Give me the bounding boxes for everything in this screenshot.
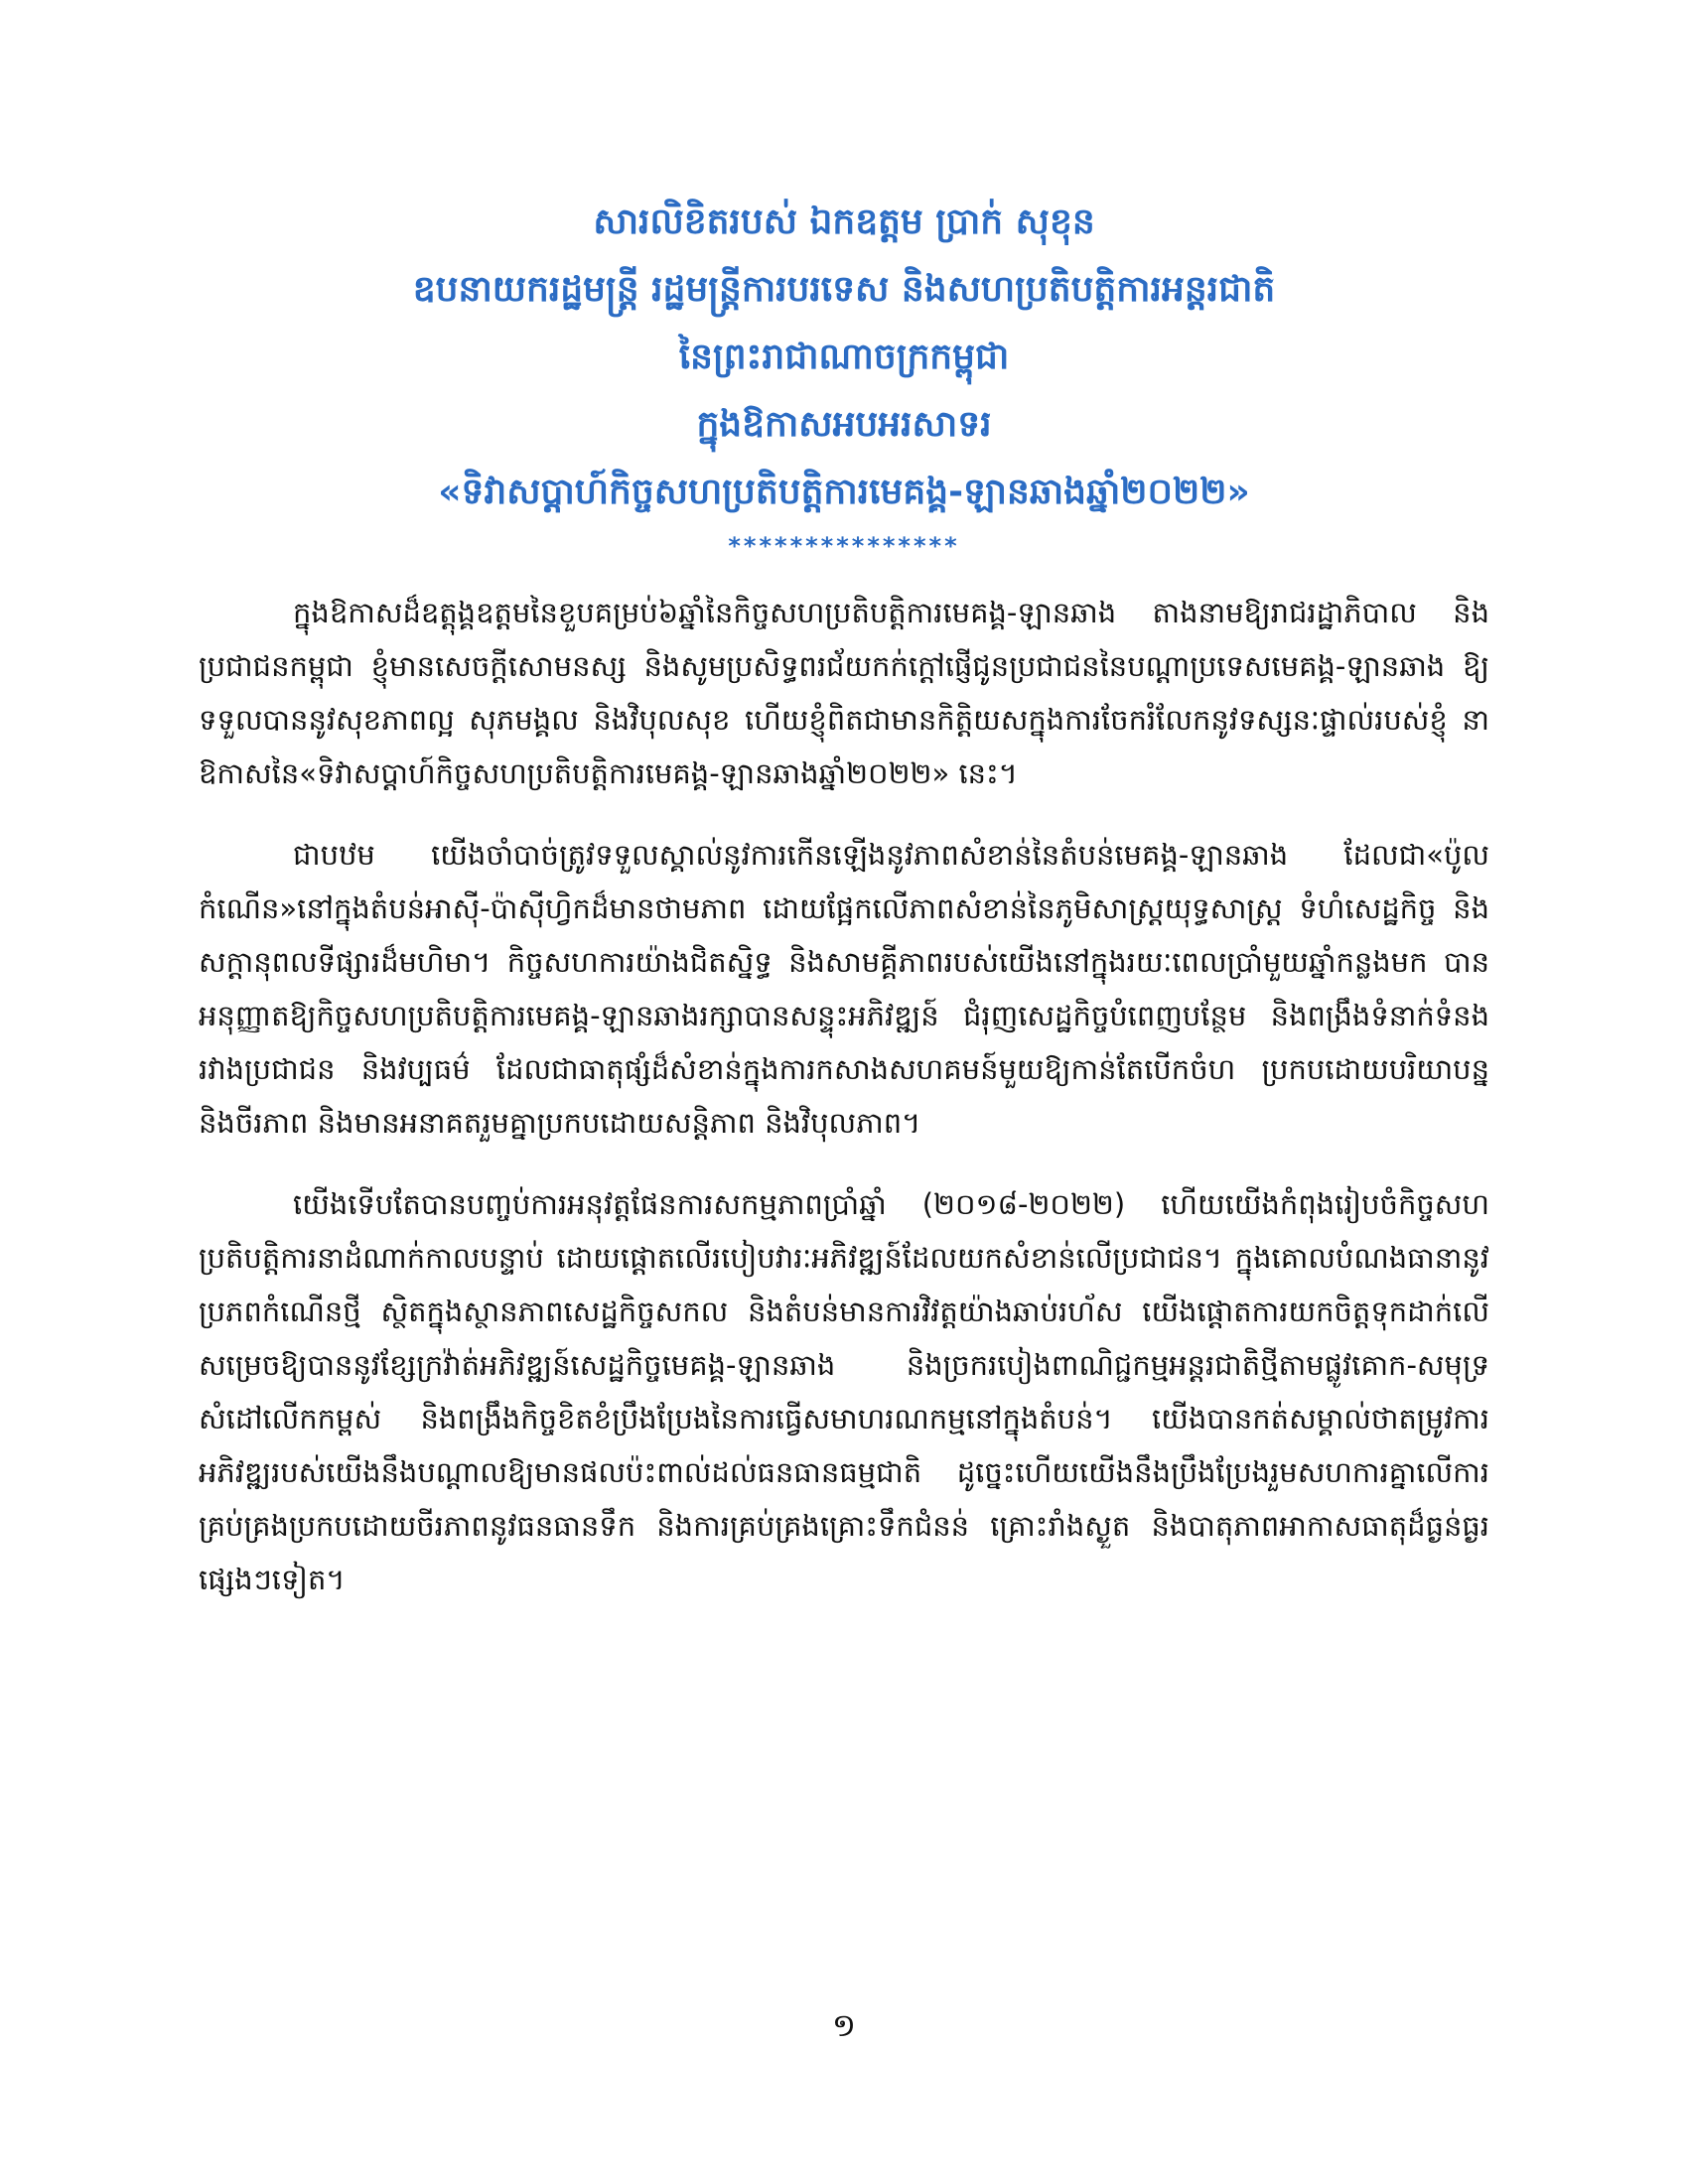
page-number: ១ — [831, 2006, 857, 2044]
paragraph-3: យើងទើបតែបានបញ្ចប់ការអនុវត្តផែនការសកម្មភាពប្រាំឆ្នាំ (២០១៨-២០២២) ហើយយើងកំពុងរៀបចំកិច្ចសហប្រតិបត្តិការនាដំណាក់កាលបន្ទាប់ ដោយផ្តោតលើរបៀបវារៈអភិវឌ្ឍន៍ដែលយកសំខាន់លើប្រជាជន។ ក្នុងគោលបំណងធានានូវប្រភពកំណើនថ្មី ស្ថិតក្នុងស្ថានភាពសេដ្ឋកិច្ចសកល និងតំបន់មានការវិវត្តយ៉ាងឆាប់រហ័ស យើងផ្តោតការយកចិត្តទុកដាក់លើសម្រេចឱ្យបាននូវខ្សែក្រវ៉ាត់អភិវឌ្ឍន៍សេដ្ឋកិច្ចមេគង្គ-ឡានឆាង និងច្រករបៀងពាណិជ្ជកម្មអន្តរជាតិថ្មីតាមផ្លូវគោក-សមុទ្រ សំដៅលើកកម្ពស់ និងពង្រឹងកិច្ចខិតខំប្រឹងប្រែងនៃការធ្វើសមាហរណកម្មនៅក្នុងតំបន់។ យើងបានកត់សម្គាល់ថាតម្រូវការអភិវឌ្ឍរបស់យើងនឹងបណ្តាលឱ្យមានផលប៉ះពាល់ដល់ធនធានធម្មជាតិ ដូច្នេះហើយយើងនឹងប្រឹងប្រែងរួមសហការគ្នាលើការគ្រប់គ្រងប្រកបដោយចីរភាពនូវធនធានទឹក និងការគ្រប់គ្រងគ្រោះទឹកជំនន់ គ្រោះរាំងស្ងួត និងបាតុភាពអាកាសធាតុដ៏ធ្ងន់ធ្ងរផ្សេងៗទៀត។ — [199, 1187, 1489, 1596]
title-line-3: នៃព្រះរាជាណាចក្រកម្ពុជា — [678, 337, 1010, 377]
document-header — [0, 189, 1688, 566]
paragraph-1: ក្នុងឱកាសដ៏ឧត្តុង្គឧត្តមនៃខួបគម្រប់៦ឆ្នាំនៃកិច្ចសហប្រតិបត្តិការមេគង្គ-ឡានឆាង តាងនាមឱ្យរាជរដ្ឋាភិបាល និងប្រជាជនកម្ពុជា ខ្ញុំមានសេចក្តីសោមនស្ស និងសូមប្រសិទ្ធពរជ័យកក់ក្តៅផ្ញើជូនប្រជាជននៃបណ្តាប្រទេសមេគង្គ-ឡានឆាង ឱ្យទទួលបាននូវសុខភាពល្អ សុភមង្គល និងវិបុលសុខ ហើយខ្ញុំពិតជាមានកិត្តិយសក្នុងការចែករំលែកនូវទស្សនៈផ្ទាល់របស់ខ្ញុំ នាឱកាសនៃ«ទិវាសប្តាហ៍កិច្ចសហប្រតិបត្តិការមេគង្គ-ឡានឆាងឆ្នាំ២០២២» នេះ។ — [199, 596, 1489, 790]
title-line-4: ក្នុងឱកាសអបអរសាទរ — [696, 404, 992, 445]
title-line-1: សារលិខិតរបស់ ឯកឧត្តម ប្រាក់ សុខុន — [593, 202, 1095, 242]
title-line-2: ឧបនាយករដ្ឋមន្ត្រី រដ្ឋមន្ត្រីការបរទេស និងសហប្រតិបត្តិការអន្តរជាតិ — [412, 269, 1276, 310]
title-line-5: «ទិវាសប្តាហ៍កិច្ចសហប្រតិបត្តិការមេគង្គ-ឡានឆាងឆ្នាំ២០២២» — [438, 472, 1250, 512]
document-body — [199, 586, 1489, 1634]
title-separator: *************** — [728, 532, 960, 560]
paragraph-2: ជាបឋម យើងចាំបាច់ត្រូវទទួលស្គាល់នូវការកើនឡើងនូវភាពសំខាន់នៃតំបន់មេគង្គ-ឡានឆាង ដែលជា«ប៉ូលកំណើន»នៅក្នុងតំបន់អាស៊ី-ប៉ាស៊ីហ្វិកដ៏មានថាមភាព ដោយផ្អែកលើភាពសំខាន់នៃភូមិសាស្ត្រយុទ្ធសាស្ត្រ ទំហំសេដ្ឋកិច្ច និងសក្តានុពលទីផ្សារដ៏មហិមា។ កិច្ចសហការយ៉ាងជិតស្និទ្ធ និងសាមគ្គីភាពរបស់យើងនៅក្នុងរយៈពេលប្រាំមួយឆ្នាំកន្លងមក បានអនុញ្ញាតឱ្យកិច្ចសហប្រតិបត្តិការមេគង្គ-ឡានឆាងរក្សាបានសន្ទុះអភិវឌ្ឍន៍ ជំរុញសេដ្ឋកិច្ចបំពេញបន្ថែម និងពង្រឹងទំនាក់ទំនងរវាងប្រជាជន និងវប្បធម៌ ដែលជាធាតុផ្សំដ៏សំខាន់ក្នុងការកសាងសហគមន៍មួយឱ្យកាន់តែបើកចំហ ប្រកបដោយបរិយាបន្ន និងចីរភាព និងមានអនាគតរួមគ្នាប្រកបដោយសន្តិភាព និងវិបុលភាព។ — [199, 838, 1489, 1140]
